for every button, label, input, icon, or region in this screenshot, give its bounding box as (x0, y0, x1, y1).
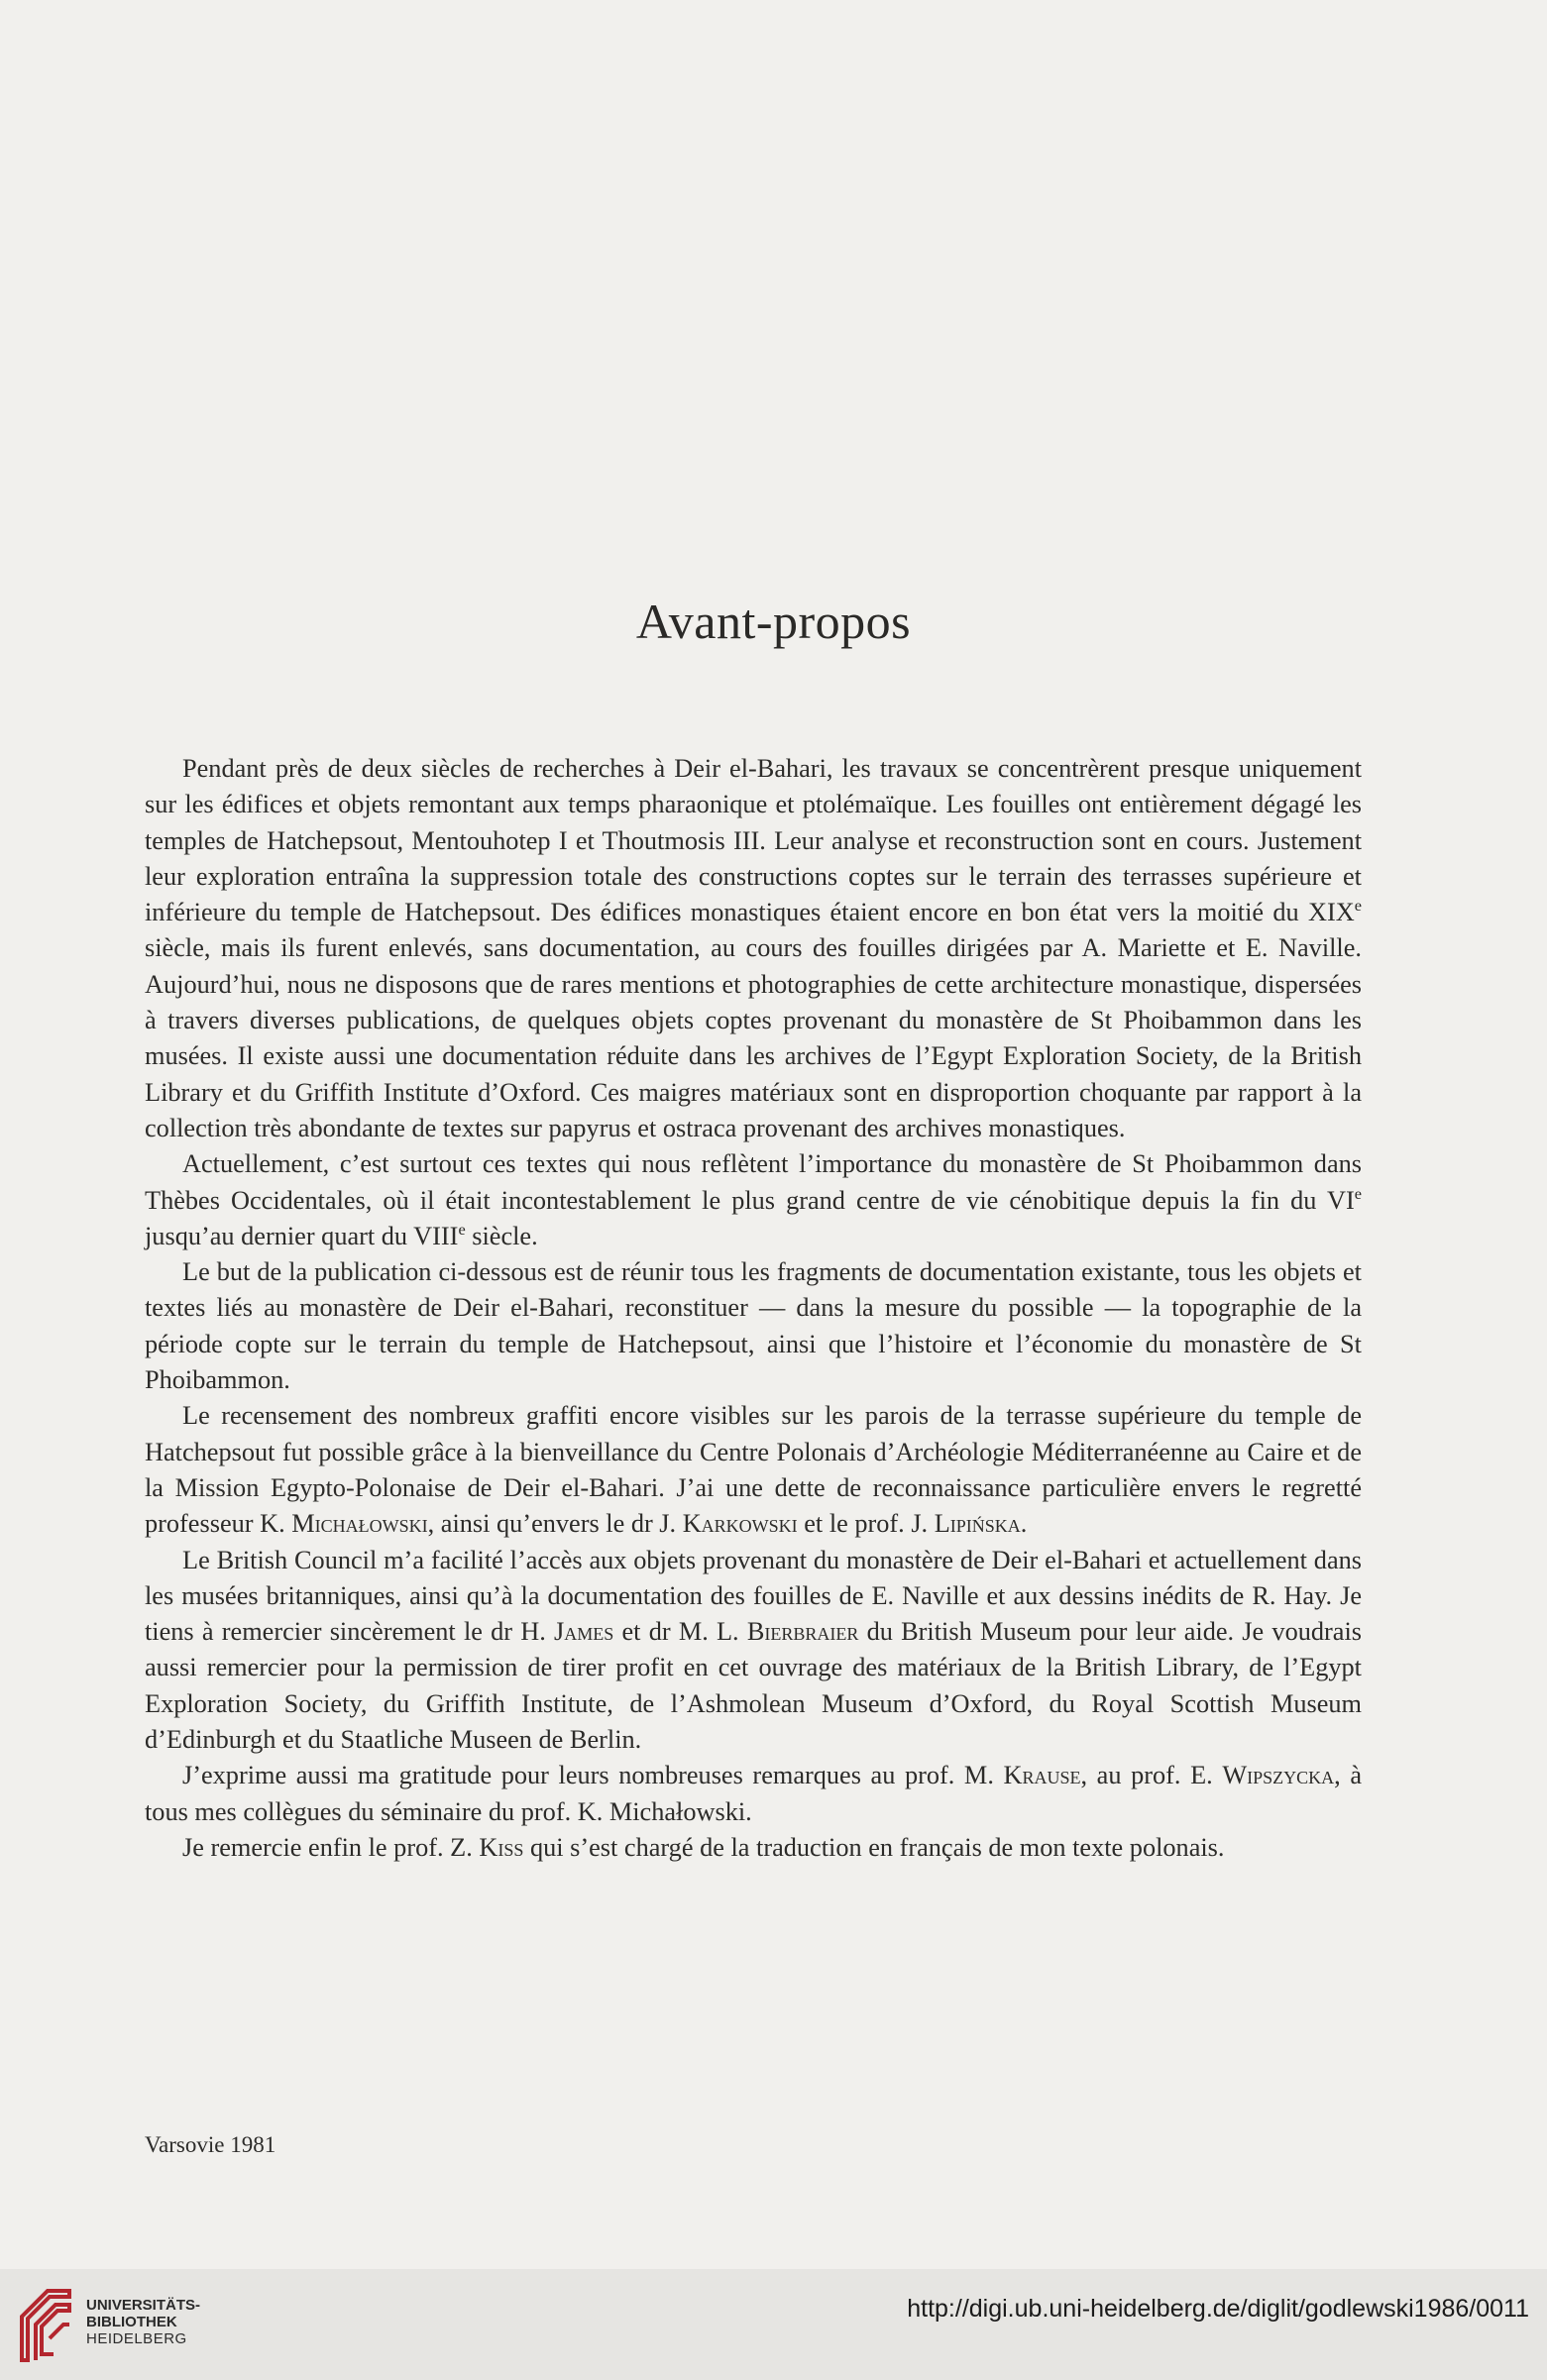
paragraph-6 (145, 1758, 1362, 1830)
library-name-line-3: HEIDELBERG (86, 2330, 187, 2347)
paragraph-2-text-b: jusqu’au dernier quart du VIII (145, 1221, 459, 1250)
library-logo-icon (14, 2283, 75, 2364)
paragraph-5-text-a: Le British Council m’a facilité l’accès aux objets provenant du monastère de Deir el-Bahari et actuellement dans les musées britanniques, ainsi qu’à la documentation des fouilles de E. Naville et aux dessins inédits de R. Hay. Je tiens à remercier sincèrement le dr H. (145, 1545, 1362, 1647)
permalink-url[interactable]: http://digi.ub.uni-heidelberg.de/diglit/godlewski1986/0011 (907, 2295, 1529, 2323)
person-name: Bierbraier (746, 1617, 859, 1647)
paragraph-7-text-b: qui s’est chargé de la traduction en français de mon texte polonais. (523, 1832, 1225, 1862)
person-name: James (554, 1617, 614, 1647)
paragraph-5-text-c: du British Museum pour leur aide. Je voudrais aussi remercier pour la permission de tirer profit en cet ouvrage des matériaux de la British Library, de l’Egypt Exploration Society, du Griffith Institute, de l’Ashmolean Museum d’Oxford, du Royal Scottish Museum d’Edinburgh et du Staatliche Museen de Berlin. (145, 1617, 1362, 1755)
paragraph-4-text-d: . (1020, 1509, 1028, 1539)
paragraph-5-text-b: et dr M. L. (613, 1617, 747, 1647)
paragraph-1-text-end: siècle, mais ils furent enlevés, sans documentation, au cours des fouilles dirigées par A. Mariette et E. Naville. Aujourd’hui, nous ne disposons que de rares mentions et photographies de cette architecture monastique, dispersées à travers diverses publications, de quelques objets coptes provenant du monastère de St Phoibammon dans les musées. Il existe aussi une documentation réduite dans les archives de l’Egypt Exploration Society, de la British Library et du Griffith Institute d’Oxford. Ces maigres matériaux sont en disproportion choquante par rapport à la collection très abondante de textes sur papyrus et ostraca provenant des archives monastiques. (145, 933, 1362, 1142)
superscript: e (1354, 896, 1362, 916)
person-name: Wipszycka (1222, 1761, 1335, 1790)
person-name: Kiss (479, 1832, 524, 1862)
person-name: Krause (1003, 1761, 1081, 1790)
library-name-line-2: BIBLIOTHEK (86, 2314, 177, 2330)
paragraph-7-text-a: Je remercie enfin le prof. Z. (182, 1832, 480, 1862)
superscript: e (1354, 1183, 1362, 1203)
person-name: Karkowski (682, 1509, 798, 1539)
paragraph-4-text-c: et le prof. J. (797, 1509, 935, 1539)
paragraph-4 (145, 1398, 1362, 1542)
paragraph-6-text-a: J’exprime aussi ma gratitude pour leurs nombreuses remarques au prof. M. (182, 1761, 1004, 1790)
person-name: Lipińska (934, 1509, 1021, 1539)
foreword-body (145, 751, 1362, 1866)
library-name (86, 2297, 200, 2347)
library-footer (0, 2269, 1547, 2380)
paragraph-2-text-c: siècle. (465, 1221, 538, 1250)
paragraph-7 (145, 1830, 1362, 1866)
paragraph-6-text-b: , au prof. E. (1080, 1761, 1223, 1790)
paragraph-4-text-a: Le recensement des nombreux graffiti encore visibles sur les parois de la terrasse supérieure du temple de Hatchepsout fut possible grâce à la bienveillance du Centre Polonais d’Archéologie Méditerranéenne au Caire et de la Mission Egypto-Polonaise de Deir el-Bahari. J’ai une dette de reconnaissance particulière envers le regretté professeur K. (145, 1401, 1362, 1539)
paragraph-2 (145, 1146, 1362, 1254)
superscript: e (458, 1220, 466, 1240)
person-name: Michałowski (291, 1509, 428, 1539)
library-name-line-1: UNIVERSITÄTS- (86, 2297, 201, 2314)
paragraph-1-text: Pendant près de deux siècles de recherches à Deir el-Bahari, les travaux se concentrèrent presque uniquement sur les édifices et objets remontant aux temps pharaonique et ptolémaïque. Les fouilles ont entièrement dégagé les temples de Hatchepsout, Mentouhotep I et Thoutmosis III. Leur analyse et reconstruction sont en cours. Justement leur exploration entraîna la suppression totale des constructions coptes sur le terrain des terrasses supérieure et inférieure du temple de Hatchepsout. Des édifices monastiques étaient encore en bon état vers la moitié du XIX (145, 754, 1362, 927)
paragraph-3: Le but de la publication ci-dessous est de réunir tous les fragments de documentation existante, tous les objets et textes liés au monastère de Deir el-Bahari, reconstituer — dans la mesure du possible — la topographie de la période copte sur le terrain du temple de Hatchepsout, ainsi que l’histoire et l’économie du monastère de St Phoibammon. (145, 1257, 1362, 1395)
paragraph-1 (145, 751, 1362, 1146)
paragraph-2-text-a: Actuellement, c’est surtout ces textes qui nous reflètent l’importance du monastère de St Phoibammon dans Thèbes Occidentales, où il était incontestablement le plus grand centre de vie cénobitique depuis la fin du VI (145, 1149, 1362, 1215)
paragraph-6-text-c: , à tous mes collègues du séminaire du prof. K. Michałowski. (145, 1761, 1362, 1826)
paragraph-4-text-b: , ainsi qu’envers le dr J. (427, 1509, 683, 1539)
paragraph-5 (145, 1543, 1362, 1759)
page-title: Avant-propos (635, 594, 912, 649)
place-and-date: Varsovie 1981 (145, 2132, 276, 2157)
